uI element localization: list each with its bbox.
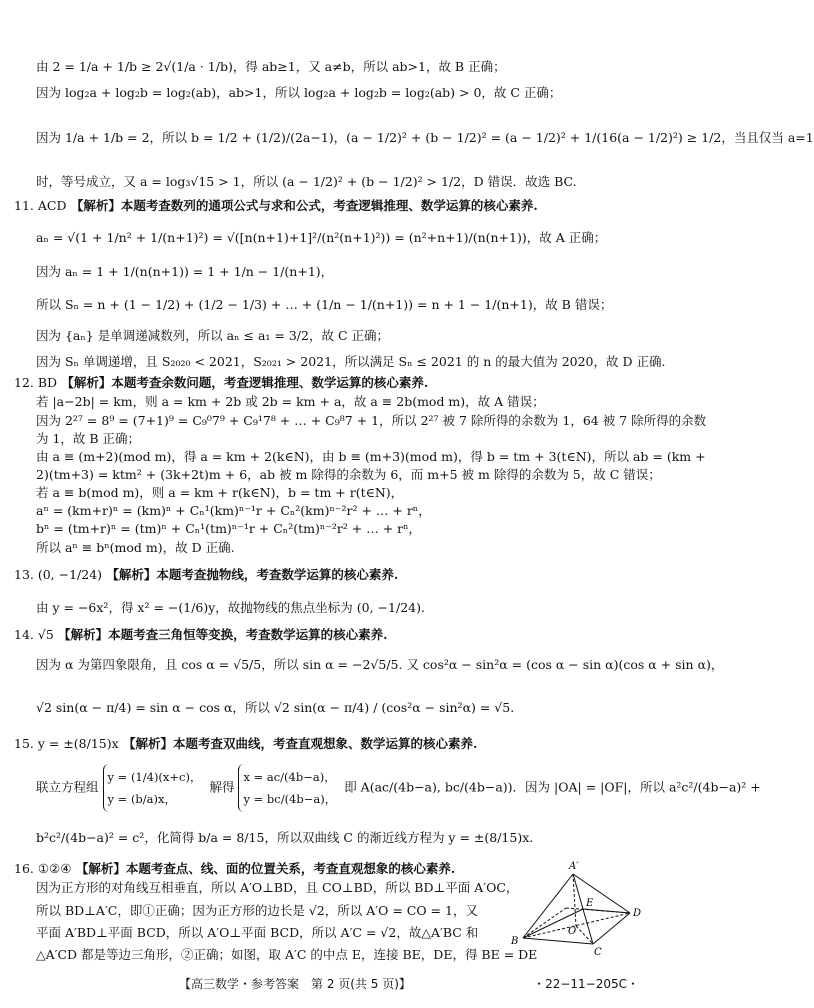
label-e: E — [586, 898, 594, 909]
text-line: 因为 log₂a + log₂b = log₂(ab)，ab>1，所以 log₂a + log₂b = log₂(ab) > 0，故 C 正确； — [36, 85, 562, 100]
pyramid-figure — [508, 858, 648, 958]
text-line: 因为 Sₙ 单调递增，且 S₂₀₂₀ < 2021，S₂₀₂₁ > 2021，所以满足 Sₙ ≤ 2021 的 n 的最大值为 2020，故 D 正确. — [36, 354, 666, 369]
text-line: 2)(tm+3) = ktm² + (3k+2t)m + 6，ab 被 m 除得的余数为 6，而 m+5 被 m 除得的余数为 5，故 C 错误； — [36, 467, 661, 482]
text-line: 若 |a−2b| = km，则 a = km + 2b 或 2b = km + a，故 a ≡ 2b(mod m)，故 A 错误； — [36, 394, 545, 409]
text-line: 因为 1/a + 1/b = 2，所以 b = 1/2 + (1/2)/(2a−1)，(a − 1/2)² + (b − 1/2)² = (a − 1/2)² + 1/(16(a − 1/2)²) ≥ 1/2，当且仅当 a=1 — [36, 130, 814, 145]
text-line: 由 2 = 1/a + 1/b ≥ 2√(1/a · 1/b)，得 ab≥1，又 a≠b，所以 ab>1，故 B 正确； — [36, 59, 506, 74]
text-line: 所以 BD⊥A′C，即①正确；因为正方形的边长是 √2，所以 A′O = CO = 1，又 — [36, 903, 478, 918]
text-line: b²c²/(4b−a)² = c²，化简得 b/a = 8/15，所以双曲线 C 的渐近线方程为 y = ±(8/15)x. — [36, 830, 534, 845]
text-line: 因为 α 为第四象限角，且 cos α = √5/5，所以 sin α = −2√5/5. 又 cos²α − sin²α = (cos α − sin α)(cos α + sin α)， — [36, 657, 724, 672]
text-line: bⁿ = (tm+r)ⁿ = (tm)ⁿ + Cₙ¹(tm)ⁿ⁻¹r + Cₙ²(tm)ⁿ⁻²r² + … + rⁿ， — [36, 521, 422, 536]
text-line: 由 a ≡ (m+2)(mod m)，得 a = km + 2(k∈N)，由 b ≡ (m+3)(mod m)，得 b = tm + 3(t∈N)，所以 ab = (km + — [36, 449, 706, 464]
equation-system: y = (1/4)(x+c)， y = (b/a)x， — [103, 764, 206, 812]
question-15-header: 15. y = ±(8/15)x 【解析】本题考查双曲线，考查直观想象、数学运算的核心素养. — [14, 736, 478, 751]
text-line: 因为 2²⁷ = 8⁹ = (7+1)⁹ = C₉⁰7⁹ + C₉¹7⁸ + … + C₉⁸7 + 1，所以 2²⁷ 被 7 除所得的余数为 1，64 被 7 除所得的余数 — [36, 413, 707, 428]
question-11-header: 11. ACD 【解析】本题考查数列的通项公式与求和公式，考查逻辑推理、数学运算的核心素养. — [14, 198, 538, 213]
text-line: 因为 aₙ = 1 + 1/(n(n+1)) = 1 + 1/n − 1/(n+1)， — [36, 264, 334, 279]
equation-system-line: 联立方程组 y = (1/4)(x+c)， y = (b/a)x， 解得 x = ac/(4b−a)， y = bc/(4b−a)， 即 A(ac/(4b−a), bc/(4b−a))．因为 |OA| = |OF|，所以 a²c²/(4b−a)² + — [36, 764, 761, 812]
label-a-prime: A′ — [569, 861, 579, 872]
text-line: 为 1，故 B 正确； — [36, 431, 141, 446]
text-line: △A′CD 都是等边三角形，②正确；如图，取 A′C 的中点 E，连接 BE，DE，得 BE = DE — [36, 947, 538, 962]
text-line: 平面 A′BD⊥平面 BCD，所以 A′O⊥平面 BCD，所以 A′C = √2，故△A′BC 和 — [36, 925, 479, 940]
text-line: 所以 aⁿ ≡ bⁿ(mod m)，故 D 正确. — [36, 540, 235, 555]
question-13-header: 13. (0, −1/24) 【解析】本题考查抛物线，考查数学运算的核心素养. — [14, 567, 399, 582]
solution-system: x = ac/(4b−a)， y = bc/(4b−a)， — [238, 764, 340, 812]
footer-code: ・22−11−205C・ — [533, 977, 639, 991]
text-line: aⁿ = (km+r)ⁿ = (km)ⁿ + Cₙ¹(km)ⁿ⁻¹r + Cₙ²(km)ⁿ⁻²r² + … + rⁿ， — [36, 503, 431, 518]
question-16-header: 16. ①②④ 【解析】本题考查点、线、面的位置关系，考查直观想象的核心素养. — [14, 861, 456, 876]
text-line: 因为正方形的对角线互相垂直，所以 A′O⊥BD，且 CO⊥BD，所以 BD⊥平面 A′OC， — [36, 880, 519, 895]
text-line: 因为 {aₙ} 是单调递减数列，所以 aₙ ≤ a₁ = 3/2，故 C 正确； — [36, 328, 389, 343]
text-line: 所以 Sₙ = n + (1 − 1/2) + (1/2 − 1/3) + … + (1/n − 1/(n+1)) = n + 1 − 1/(n+1)，故 B 错误； — [36, 297, 613, 312]
label-d: D — [633, 908, 642, 919]
text-line: 时，等号成立，又 a = log₃√15 > 1，所以 (a − 1/2)² + (b − 1/2)² > 1/2，D 错误．故选 BC. — [36, 174, 577, 189]
text-line: aₙ = √(1 + 1/n² + 1/(n+1)²) = √([n(n+1)+1]²/(n²(n+1)²)) = (n²+n+1)/(n(n+1))，故 A 正确； — [36, 230, 607, 245]
footer-page-info: 【高三数学・参考答案 第 2 页(共 5 页)】 — [179, 977, 411, 991]
text-line: √2 sin(α − π/4) = sin α − cos α，所以 √2 sin(α − π/4) / (cos²α − sin²α) = √5. — [36, 700, 515, 715]
text-line: 若 a ≡ b(mod m)，则 a = km + r(k∈N)，b = tm + r(t∈N)， — [36, 485, 404, 500]
label-c: C — [594, 947, 602, 958]
question-12-header: 12. BD 【解析】本题考查余数问题，考查逻辑推理、数学运算的核心素养. — [14, 375, 429, 390]
label-o: O — [568, 926, 577, 937]
question-14-header: 14. √5 【解析】本题考查三角恒等变换，考查数学运算的核心素养. — [14, 627, 388, 642]
text-line: 由 y = −6x²，得 x² = −(1/6)y，故抛物线的焦点坐标为 (0, −1/24). — [36, 600, 425, 615]
label-b: B — [511, 936, 519, 947]
